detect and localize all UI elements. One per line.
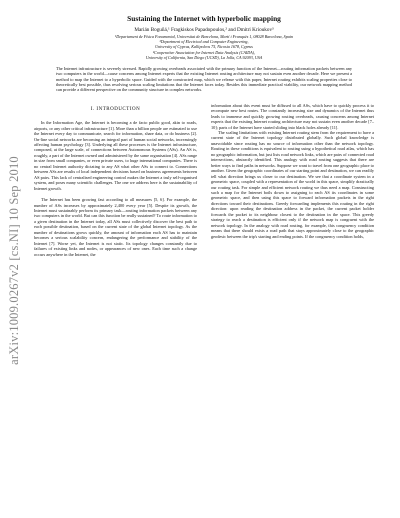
section-heading: I. INTRODUCTION: [90, 106, 141, 112]
left-column: [34, 103, 197, 257]
arxiv-stamp: [0, 150, 28, 370]
right-column: [211, 103, 374, 257]
affiliation-line: ²Department of Electrical and Computer Engineering,: [159, 39, 249, 45]
arxiv-identifier: arXiv:1009.0267v2 [cs.NI] 10 Sep 2010: [6, 155, 21, 365]
body-paragraph: information about this event must be diffused to all ASs, which have to quickly process it to recompute new best routes. The constantly increasing size and dynamics of the Internet thus leads to immense and quickly growing routing overheads, causing concerns among Internet experts that the existing Internet routing architecture may not sustain even another decade [7–10]; parts of the Internet have started sliding into black holes already [11].: [211, 102, 374, 130]
abstract: The Internet infrastructure is severely stressed. Rapidly growing overheads associated with the primary function of the Internet—routing information packets between any two computers in the world—cause concerns among Internet experts that the existing Internet routing architecture may not sustain even another decade. Here we present a method to map the Internet to a hyperbolic space. Guided with the constructed map, which we release with this paper, Internet routing exhibits scaling properties close to theoretically best possible, thus resolving serious scaling limitations that the Internet faces today. Besides this immediate practical viability, our network mapping method can provide a different perspective on the community structure in complex networks.: [56, 66, 352, 93]
author-list: Marián Boguñá,¹ Fragkiskos Papadopoulos,² and Dmitri Krioukov³: [134, 27, 274, 33]
body-paragraph: The scaling limitations with existing Internet routing stem from the requirement to have a current state of the Internet topology distributed globally. Such global knowledge is unavoidable since routing has no source of information other than the network topology. Routing in these conditions is equivalent to routing using a hypothetical road atlas, which has no geographic information, but just lists road network links, which are pairs of connected road intersections, abstractly identified. This analogy with road routing suggests that there are better ways to find paths in networks. Suppose we want to travel from one geographic place to another. Given the geographic coordinates of our starting point and destination, we can readily tell what direction brings us closer to our destination. We see that a coordinate system in a geometric space, coupled with a representation of the world in this space, simplify drastically our routing task. For simple and efficient network routing we thus need a map. Constructing such a map for the Internet boils down to assigning to each AS its coordinates in some geometric space, and then using this space to forward information packets in the right directions toward their destinations. Greedy forwarding implements this routing in the right direction: upon reading the destination address in the packet, the current packet holder forwards the packet to its neighbour closest to the destination in the space. This greedy strategy to reach a destination is efficient only if the network map is congruent with the network topology. In the analogy with road routing, for example, this congruency condition means that there should exists a road path that stays approximately close to the geographic geodesic between the trip's starting and ending points. If the congruency condition holds,: [211, 130, 374, 239]
body-paragraph: The Internet has been growing fast according to all measures [5, 6]. For example, the number of ASs increases by approximately 2,400 every year [5]. Despite its growth, the Internet must sustainably perform its primary task—routing information packets between any two computers in the world. But can this function be really sustained? To route information to a given destination in the Internet today, all ASs must collectively discover the best path to each possible destination, based on the current state of the global Internet topology. As the number of destinations grows quickly, the amount of information each AS has to maintain becomes a serious scalability concern, endangering the performance and stability of the Internet [7]. Worse yet, the Internet is not static. Its topology changes constantly due to failures of existing links and nodes, or appearances of new ones. Each time such a change occurs anywhere in the Internet, the: [34, 197, 197, 257]
affiliation-line: University of Cyprus, Kallipoleos 75, Nicosia 1678, Cyprus: [155, 44, 253, 50]
affiliation-line: ³Cooperative Association for Internet Data Analysis (CAIDA),: [152, 49, 256, 55]
paper-page: [34, 14, 374, 257]
affiliations: [34, 34, 374, 60]
paper-title: Sustaining the Internet with hyperbolic mapping: [127, 14, 281, 23]
body-paragraph: In the Information Age, the Internet is becoming a de facto public good, akin to roads, airports, or any other critical infrastructure [1]. More than a billion people are estimated to use the Internet every day to communicate, search for information, share data, or do business [2]. On-line social networks are becoming an integral part of human social networks, increasingly affecting human psychology [3]. Underlying all these processes is the Internet infrastructure, composed, at the large scale, of connections between Autonomous Systems (ASs). An AS is, roughly, a part of the Internet owned and administered by the same organisation [4]. ASs range in size from small companies, or even private users, to huge international companies. There is no central Internet authority dictating to any AS what other ASs to connect to. Connections between ASs are results of local independent decisions based on business agreements between AS pairs. This lack of centralised engineering control makes the Internet a truly self-organised system, and poses many scientific challenges. The one we address here is the sustainability of Internet growth.: [34, 120, 197, 191]
affiliation-line: ¹Departament de Física Fonamental, Universitat de Barcelona, Martí i Franquès 1, 08028 Barcelona, Spain: [115, 34, 293, 39]
two-column-body: [34, 103, 374, 257]
affiliation-line: University of California, San Diego (UCSD), La Jolla, CA 92093, USA: [145, 54, 263, 60]
